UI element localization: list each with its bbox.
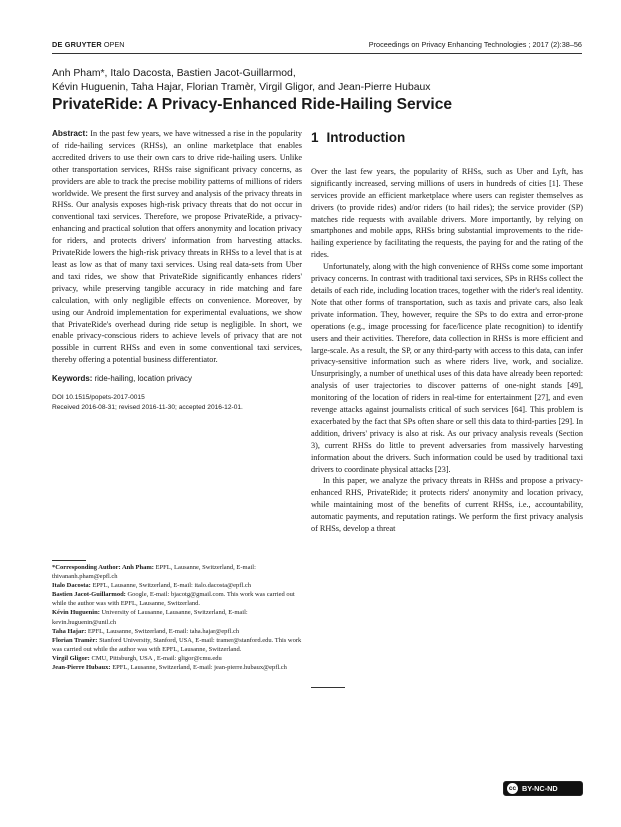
section-title: Introduction [326,130,406,145]
right-column [311,132,583,535]
abstract-label: Abstract: [52,129,88,138]
publication-info [52,393,302,413]
running-header [52,40,582,54]
paper-title: PrivateRide: A Privacy-Enhanced Ride-Hailing Service [52,96,453,113]
footnote: Italo Dacosta: EPFL, Lausanne, Switzerland, E-mail: italo.dacosta@epfl.ch [52,582,251,590]
author-footnotes [52,563,302,672]
body-paragraph: Over the last few years, the popularity of RHSs, such as Uber and Lyft, has significantly increased, serving millions of users in hundreds of cities [1]. These services provide an efficient marketplace where users can register themselves as drivers (to provide rides) and/or riders (to hail rides); the service provider (SP) matches ride requests with available drivers. More importantly, by relying on smartphones and mobile apps, RHSs bring substantial improvements to the ride-hailing experience by facilitating the requests, the paying for and the rating of the rides. [311,166,583,260]
body-paragraph: In this paper, we analyze the privacy threats in RHSs and propose a privacy-enhanced RHS, PrivateRide; it protects riders' anonymity and location privacy, while maintaining most of the benefits of current RHSs, i.e., accountability, automatic payments, and reputation ratings. We perform the first privacy analysis of RHSs, develop a threat [311,476,583,534]
creative-commons-icon: cc [508,785,517,792]
author-line: Anh Pham*, Italo Dacosta, Bastien Jacot-Guillarmod, [52,68,296,79]
section-heading [311,132,583,144]
license-label: BY-NC-ND [522,784,558,793]
footnote: Bastien Jacot-Guillarmod: Google, E-mail: bjacotg@gmail.com. This work was carried out while the author was with EPFL, Lausanne, Switzerland. [52,591,295,608]
footnote: Jean-Pierre Hubaux: EPFL, Lausanne, Switzerland, E-mail: jean-pierre.hubaux@epfl.ch [52,664,287,672]
received-dates: Received 2016-08-31; revised 2016-11-30; accepted 2016-12-01. [52,404,243,412]
journal-citation: Proceedings on Privacy Enhancing Technologies ; 2017 (2):38–56 [368,40,582,49]
doi-link[interactable]: DOI 10.1515/popets-2017-0015 [52,394,145,402]
footnote-rule [52,560,86,561]
footnote: Florian Tramèr: Stanford University, Stanford, USA, E-mail: tramer@stanford.edu. This work was carried out while the author was with EPFL, Lausanne, Switzerland. [52,636,302,653]
footnote: Taha Hajar: EPFL, Lausanne, Switzerland, E-mail: taha.hajar@epfl.ch [52,627,240,635]
abstract [52,128,302,366]
left-column [52,128,302,413]
footnote-rule [311,687,345,688]
publisher-name: DE GRUYTER OPEN [52,40,125,49]
footnote: Kévin Huguenin: University of Lausanne, Lausanne, Switzerland, E-mail: kevin.huguenin@unil.ch [52,609,248,626]
keywords [52,373,302,385]
keywords-label: Keywords: [52,374,93,384]
footnote: Virgil Gligor: CMU, Pittsburgh, USA , E-mail: gligor@cmu.edu [52,654,222,662]
footnote: *Corresponding Author: Anh Pham: EPFL, Lausanne, Switzerland, E-mail: thivananh.pham@epfl.ch [52,564,256,581]
license-badge[interactable] [503,781,583,796]
keywords-text: ride-hailing, location privacy [94,374,192,384]
abstract-text: In the past few years, we have witnessed a rise in the popularity of ride-hailing services (RHSs), an online marketplace that enables accredited drivers to use their own cars to drive ride-hailing users. Unlike other transportation services, RHSs raise significant privacy concerns, as providers are able to track the precise mobility patterns of millions of riders worldwide. We present the first survey and analysis of the privacy threats in RHSs. Our analysis exposes high-risk privacy threats that do not occur in conventional taxi services. Therefore, we propose PrivateRide, a privacy-enhancing and practical solution that offers anonymity and location privacy for riders, and protects drivers' information from harvesting attacks. PrivateRide lowers the high-risk privacy threats in RHSs to a level that is at least as low as that of many taxi services. Using real data-sets from Uber and taxi rides, we show that PrivateRide significantly enhances riders' privacy, while preserving tangible accuracy in ride matching and fare calculation, with only negligible effects on convenience. Moreover, by using our Android implementation for experimental evaluations, we show that PrivateRide's overhead during ride setup is negligible. In short, we enable privacy-conscious riders to achieve levels of privacy that are not possible in current RHSs and even in some conventional taxi services, thereby offering a potential business differentiator. [52,129,302,365]
author-line: Kévin Huguenin, Taha Hajar, Florian Tramèr, Virgil Gligor, and Jean-Pierre Hubaux [52,81,431,93]
section-number: 1 [311,130,319,145]
author-list [52,67,572,95]
header-rule [52,53,582,54]
body-paragraph: Unfortunately, along with the high convenience of RHSs come some important privacy concerns. In contrast with traditional taxi services, SPs in RHSs collect the details of each ride, including location traces, together with the rider's real identity. Note that other forms of transportation, such as taxis and private cars, also leak private information. They, however, require the SPs to do extra and error-prone operations (e.g., image processing for face/licence plate recognition) to identify users and their activities. Therefore, data collection in RHSs is more efficient and large-scale. As a result, the SP, or any third-party with access to this data, can infer privacy-sensitive information such as where riders live, work, and socialize. Unsurprisingly, a number of unethical uses of this data have already been reported: analysis of user trajectories to discover patterns of one-night stands [49], monitoring of the location of riders in real-time for entertainment [27], and even revenge attacks against journalists critical of such services [64]. This problem is exacerbated by the fact that SPs often share or sell this data to third-parties [29]. In addition, drivers' privacy is also at risk. As our privacy analysis reveals (Section 3), current RHSs do little to prevent adversaries from massively harvesting information about the drivers. Such information could be used by traditional taxi drivers to coordinate physical attacks [23]. [311,262,583,474]
